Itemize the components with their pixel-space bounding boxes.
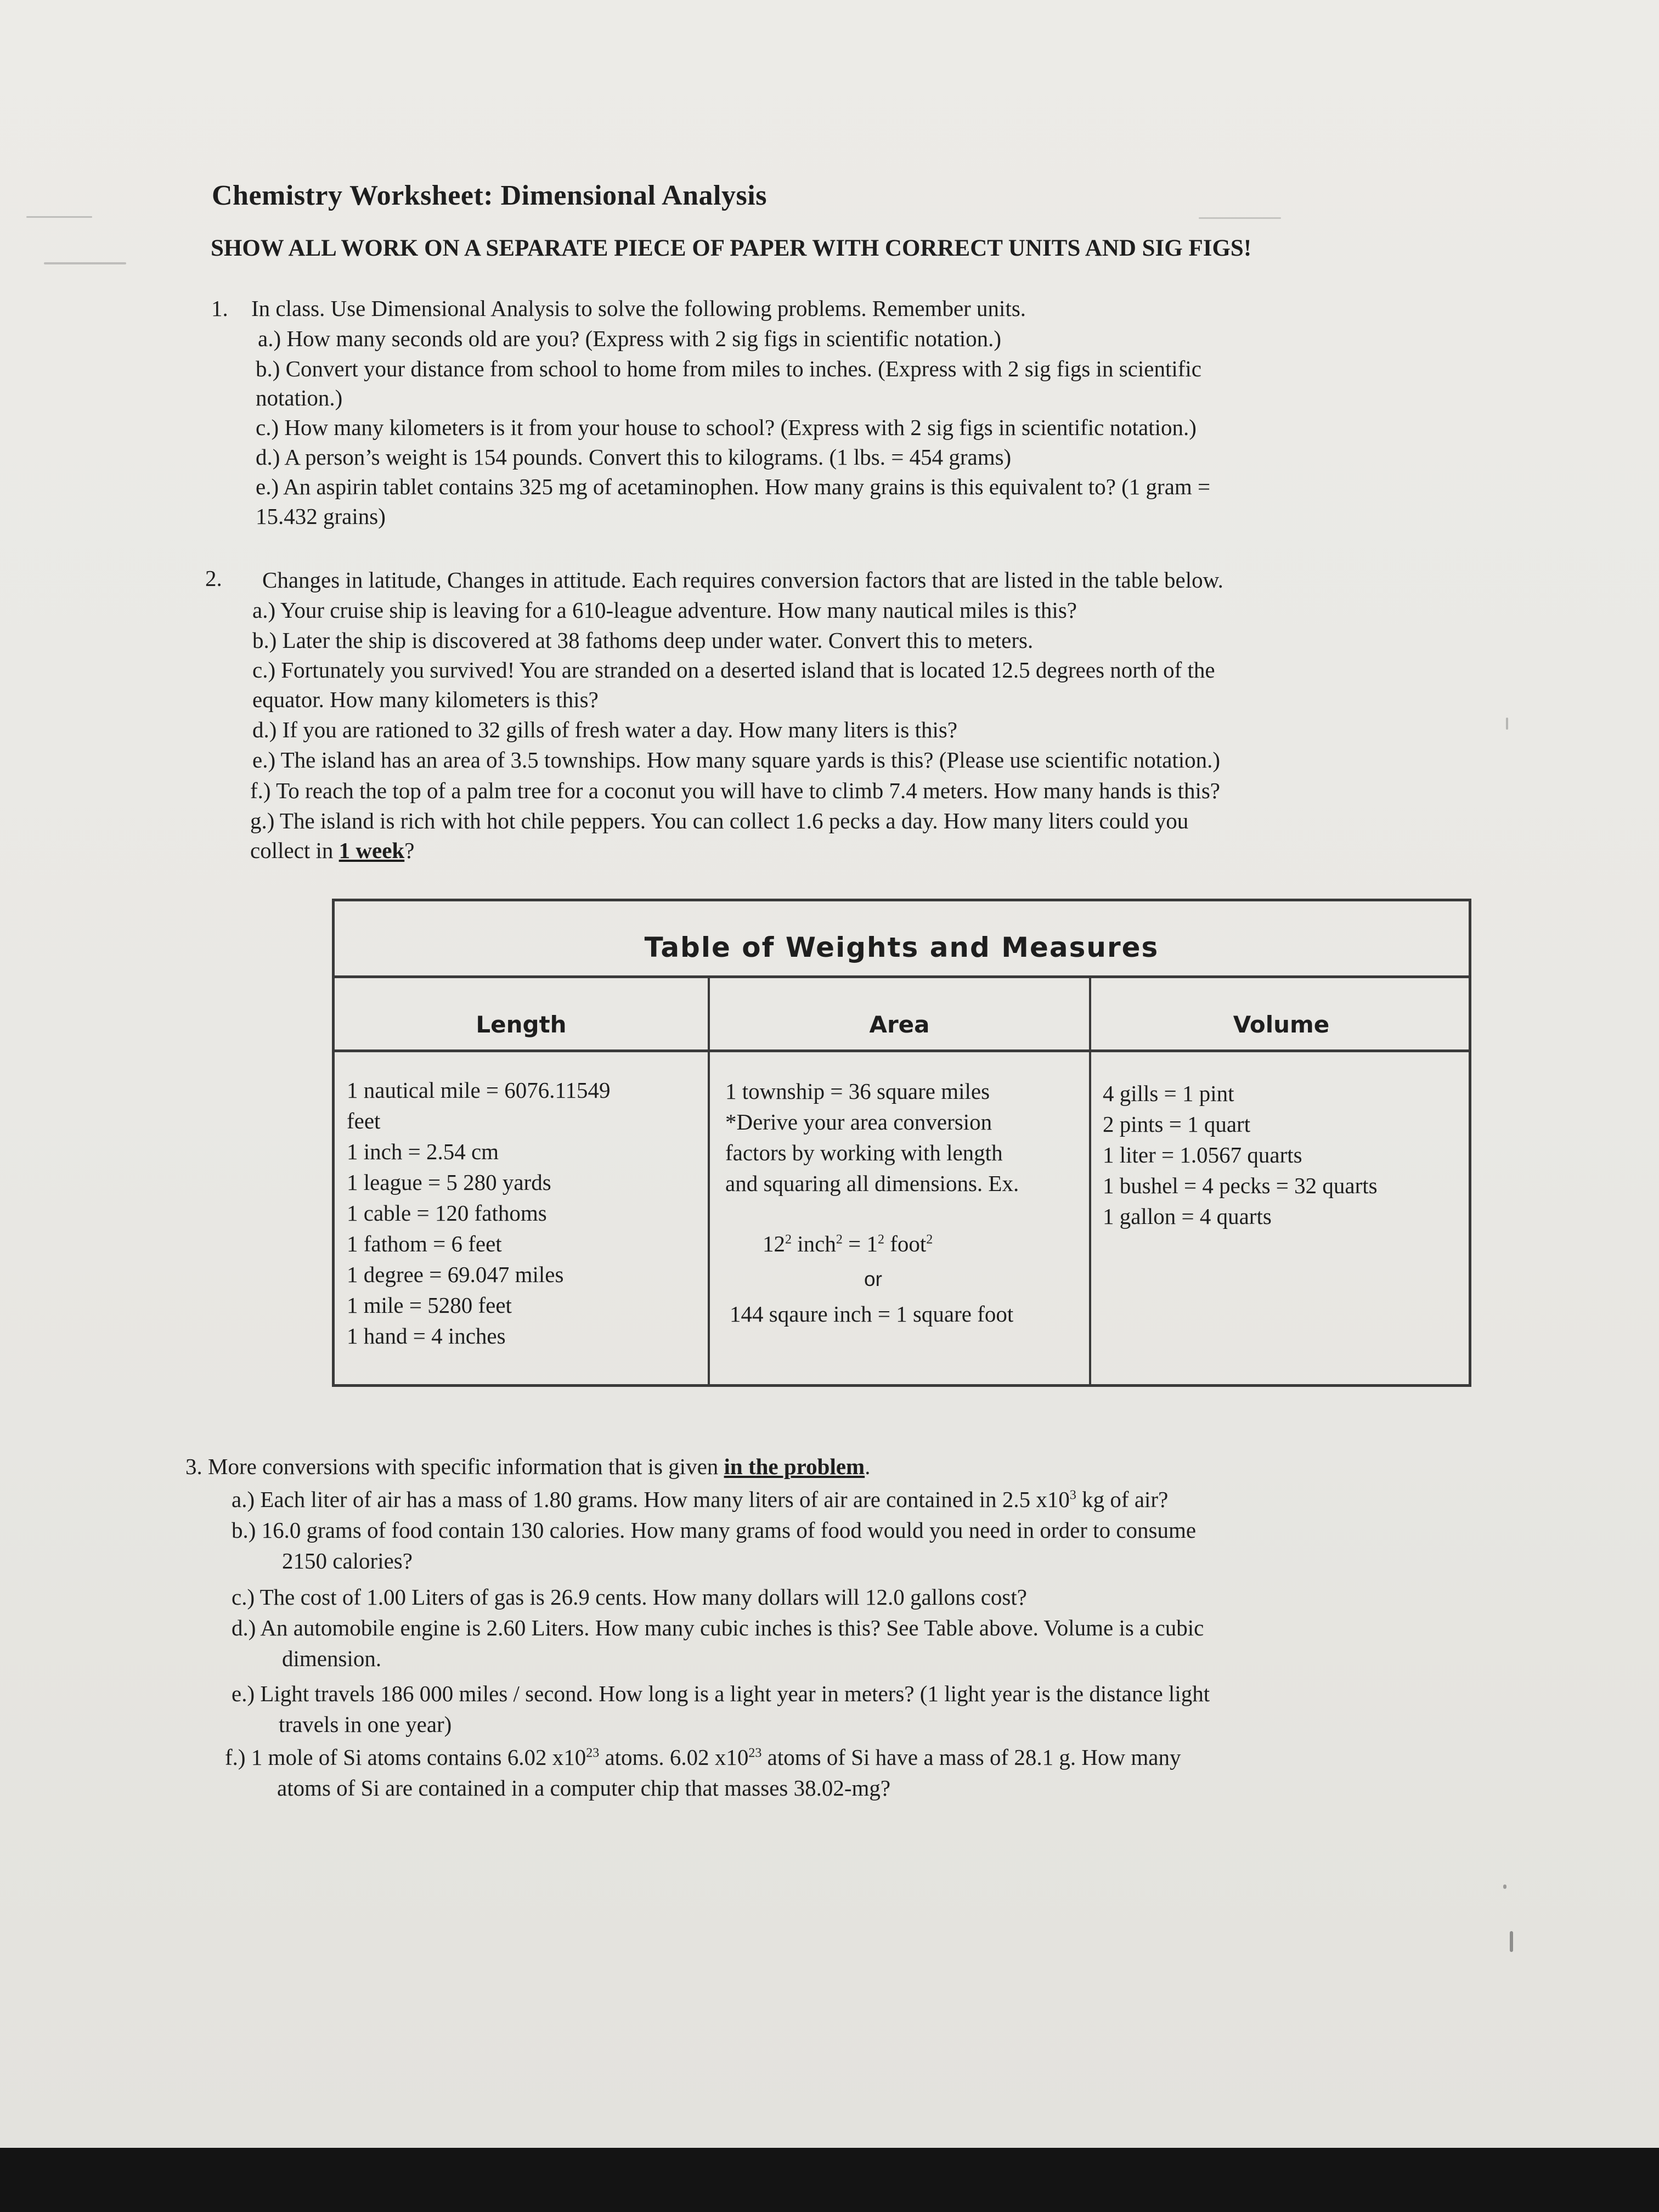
q3-f bbox=[225, 1742, 1181, 1772]
volume-row: 2 pints = 1 quart bbox=[1103, 1111, 1251, 1137]
q1-c: c.) How many kilometers is it from your house to school? (Express with 2 sig figs in scientific notation.) bbox=[256, 415, 1197, 440]
margin-mark bbox=[1199, 217, 1281, 219]
table-rule bbox=[335, 975, 1469, 978]
col-header-length: Length bbox=[476, 1011, 567, 1038]
q3-e-cont: travels in one year) bbox=[279, 1712, 452, 1737]
q3-d-cont: dimension. bbox=[282, 1646, 382, 1671]
volume-row: 1 liter = 1.0567 quarts bbox=[1103, 1142, 1302, 1167]
eq-exponent: 2 bbox=[785, 1232, 792, 1247]
margin-mark bbox=[1503, 1884, 1506, 1889]
q3-a-exponent: 3 bbox=[1069, 1488, 1076, 1503]
q1-d: d.) A person’s weight is 154 pounds. Convert this to kilograms. (1 lbs. = 454 grams) bbox=[256, 444, 1012, 470]
area-row: *Derive your area conversion bbox=[725, 1109, 992, 1135]
margin-mark bbox=[1510, 1931, 1513, 1952]
q3-intro-text: 3. More conversions with specific information that is given bbox=[185, 1454, 724, 1479]
margin-mark bbox=[26, 216, 92, 218]
q1-number: 1. bbox=[211, 296, 228, 321]
length-row: 1 degree = 69.047 miles bbox=[347, 1262, 564, 1287]
q1-e: e.) An aspirin tablet contains 325 mg of acetaminophen. How many grains is this equivalent to? (1 gram = bbox=[256, 474, 1211, 499]
page-subtitle: SHOW ALL WORK ON A SEPARATE PIECE OF PAPER WITH CORRECT UNITS AND SIG FIGS! bbox=[211, 235, 1252, 261]
eq-exponent: 2 bbox=[836, 1232, 843, 1247]
volume-row: 1 gallon = 4 quarts bbox=[1103, 1204, 1272, 1229]
q3-f-text: f.) 1 mole of Si atoms contains 6.02 x10 bbox=[225, 1745, 586, 1770]
length-row: 1 inch = 2.54 cm bbox=[347, 1139, 499, 1164]
length-row: 1 hand = 4 inches bbox=[347, 1323, 506, 1348]
eq-term: = 1 bbox=[842, 1231, 878, 1256]
length-row: 1 mile = 5280 feet bbox=[347, 1293, 512, 1318]
area-row: and squaring all dimensions. Ex. bbox=[725, 1171, 1019, 1196]
q1-b-cont: notation.) bbox=[256, 385, 343, 410]
margin-mark bbox=[44, 262, 126, 264]
q3-f-text: atoms. 6.02 x10 bbox=[599, 1745, 749, 1770]
q2-d: d.) If you are rationed to 32 gills of fresh water a day. How many liters is this? bbox=[252, 717, 958, 742]
q3-a-end: kg of air? bbox=[1076, 1487, 1169, 1512]
col-header-area: Area bbox=[869, 1011, 930, 1038]
q3-intro-end: . bbox=[865, 1454, 871, 1479]
q1-e-cont: 15.432 grains) bbox=[256, 504, 386, 529]
q3-a-text: a.) Each liter of air has a mass of 1.80 grams. How many liters of air are contained in 2.5 x10 bbox=[232, 1487, 1070, 1512]
length-row: 1 nautical mile = 6076.11549 bbox=[347, 1077, 611, 1103]
page-title: Chemistry Worksheet: Dimensional Analysis bbox=[212, 180, 767, 211]
q2-c-cont: equator. How many kilometers is this? bbox=[252, 687, 599, 712]
q2-g-cont bbox=[250, 836, 414, 865]
q2-intro: Changes in latitude, Changes in attitude. Each requires conversion factors that are listed in the table below. bbox=[262, 567, 1223, 592]
length-row: 1 cable = 120 fathoms bbox=[347, 1200, 547, 1226]
q2-f: f.) To reach the top of a palm tree for a coconut you will have to climb 7.4 meters. How many hands is this? bbox=[250, 778, 1221, 803]
q3-a bbox=[232, 1485, 1168, 1514]
q3-e: e.) Light travels 186 000 miles / second. How long is a light year in meters? (1 light year is the distance light bbox=[232, 1681, 1210, 1706]
eq-term: 12 bbox=[763, 1231, 785, 1256]
length-row: feet bbox=[347, 1108, 381, 1133]
table-rule bbox=[335, 1049, 1469, 1052]
area-example-equation bbox=[763, 1231, 933, 1257]
eq-term: inch bbox=[792, 1231, 836, 1256]
area-row: factors by working with length bbox=[725, 1140, 1003, 1165]
table-title: Table of Weights and Measures bbox=[644, 932, 1159, 963]
q1-b: b.) Convert your distance from school to home from miles to inches. (Express with 2 sig figs in scientific bbox=[256, 356, 1201, 381]
area-or: or bbox=[864, 1268, 882, 1290]
col-header-volume: Volume bbox=[1233, 1011, 1330, 1038]
volume-row: 1 bushel = 4 pecks = 32 quarts bbox=[1103, 1173, 1378, 1198]
q2-b: b.) Later the ship is discovered at 38 fathoms deep under water. Convert this to meters. bbox=[252, 628, 1034, 653]
margin-mark bbox=[1506, 718, 1508, 730]
volume-row: 4 gills = 1 pint bbox=[1103, 1081, 1234, 1106]
q3-c: c.) The cost of 1.00 Liters of gas is 26.9 cents. How many dollars will 12.0 gallons cost? bbox=[232, 1584, 1027, 1610]
q2-g-cont-end: ? bbox=[404, 838, 415, 863]
length-row: 1 fathom = 6 feet bbox=[347, 1231, 502, 1256]
length-row: 1 league = 5 280 yards bbox=[347, 1170, 551, 1195]
q2-c: c.) Fortunately you survived! You are stranded on a deserted island that is located 12.5 degrees north of the bbox=[252, 657, 1215, 682]
eq-term: foot bbox=[884, 1231, 927, 1256]
q2-a: a.) Your cruise ship is leaving for a 610-league adventure. How many nautical miles is this? bbox=[252, 597, 1077, 623]
q3-b: b.) 16.0 grams of food contain 130 calories. How many grams of food would you need in order to consume bbox=[232, 1517, 1197, 1543]
q2-number: 2. bbox=[205, 566, 222, 591]
one-week-emphasis: 1 week bbox=[338, 838, 405, 863]
q3-f-text: atoms of Si have a mass of 28.1 g. How many bbox=[761, 1745, 1181, 1770]
area-row: 144 sqaure inch = 1 square foot bbox=[730, 1301, 1014, 1327]
q3-intro bbox=[185, 1452, 870, 1481]
q3-f-exponent: 23 bbox=[586, 1746, 600, 1760]
q3-d: d.) An automobile engine is 2.60 Liters. How many cubic inches is this? See Table above. Volume is a cubic bbox=[232, 1615, 1204, 1640]
q3-b-cont: 2150 calories? bbox=[282, 1548, 413, 1573]
q2-g-cont-text: collect in bbox=[250, 838, 339, 863]
q2-g: g.) The island is rich with hot chile peppers. You can collect 1.6 pecks a day. How many liters could you bbox=[250, 808, 1189, 833]
q3-f-exponent: 23 bbox=[748, 1746, 762, 1760]
desk-background bbox=[0, 2148, 1659, 2212]
area-row: 1 township = 36 square miles bbox=[725, 1079, 990, 1104]
q3-f-cont: atoms of Si are contained in a computer chip that masses 38.02-mg? bbox=[277, 1775, 891, 1801]
eq-exponent: 2 bbox=[877, 1232, 884, 1247]
in-the-problem-emphasis: in the problem bbox=[724, 1454, 865, 1479]
q1-intro: In class. Use Dimensional Analysis to solve the following problems. Remember units. bbox=[251, 296, 1026, 321]
q2-e: e.) The island has an area of 3.5 townships. How many square yards is this? (Please use scientific notation.) bbox=[252, 747, 1221, 772]
eq-exponent: 2 bbox=[926, 1232, 933, 1247]
weights-measures-table bbox=[332, 899, 1471, 1387]
q1-a: a.) How many seconds old are you? (Express with 2 sig figs in scientific notation.) bbox=[258, 326, 1001, 351]
